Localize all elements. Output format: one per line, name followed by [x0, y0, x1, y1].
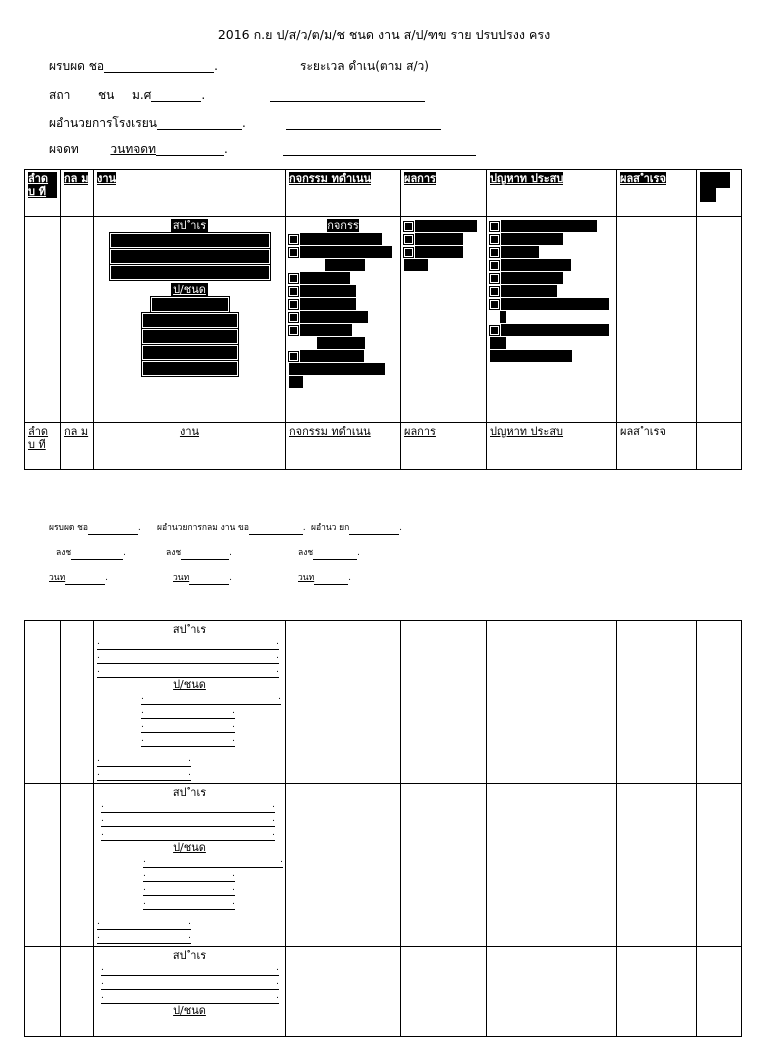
- footer-task: งาน: [94, 423, 286, 470]
- sign-line-3: ลงช .: [298, 548, 360, 558]
- responsible-label: ผรบผด ชอ .: [49, 59, 218, 73]
- task-block: สป ำเร . . . . . . ป/ชนด . . . . . . . . . . . .: [94, 784, 286, 947]
- col-header-result: ผลการ: [401, 170, 487, 217]
- activity-cell: กจกรร: [286, 217, 401, 423]
- date-line-3: วนท .: [298, 573, 351, 583]
- report-table: [24, 169, 742, 470]
- date-line-1: วนท .: [49, 573, 108, 583]
- director-blank: [286, 116, 441, 130]
- footer-activity: กจกรรม ทดำเนน: [286, 423, 401, 470]
- task-block: สป ำเร . . . . . . ป/ชนด . . . . . . . . . . . .: [94, 621, 286, 784]
- col-header-group: กล ม: [61, 170, 94, 217]
- table-header-row: [25, 170, 742, 217]
- table-footer-row: [25, 423, 742, 470]
- problem-cell: [487, 217, 617, 423]
- task-cell: สป ำเร ป/ชนด: [94, 217, 286, 423]
- table2-row: [25, 947, 742, 1037]
- table-body-row: [25, 217, 742, 423]
- col-header-task: งาน: [94, 170, 286, 217]
- col-header-problem: ปญหาท ประสบ: [487, 170, 617, 217]
- col-header-success: ผลส ำเรจ: [617, 170, 697, 217]
- footer-problem: ปญหาท ประสบ: [487, 423, 617, 470]
- signature-responsible: ผรบผด ชอ .: [49, 523, 141, 533]
- footer-group: กล ม: [61, 423, 94, 470]
- sign-line-1: ลงช .: [56, 548, 126, 558]
- result-cell: [401, 217, 487, 423]
- sign-line-2: ลงช .: [166, 548, 232, 558]
- col-header-activity: กจกรรม ทดำเนน: [286, 170, 401, 217]
- director-label: ผอำนวยการโรงเรยน .: [49, 116, 246, 130]
- author-label: ผจดท วนทจดท .: [49, 142, 228, 156]
- col-header-mark: [697, 170, 742, 217]
- footer-success: ผลส ำเรจ: [617, 423, 697, 470]
- school-blank: [270, 88, 425, 102]
- corner-mark-icon: [700, 172, 730, 202]
- author-blank: [283, 142, 476, 156]
- col-header-order: ลำด บ ที: [25, 170, 61, 217]
- task-block: สป ำเร . . . . . . ป/ชนด: [94, 947, 286, 1037]
- footer-order: ลำด บ ที: [25, 423, 61, 470]
- document-title: 2016 ก.ย ป/ส/ว/ต/ม/ช ชนด งาน ส/ป/ฑข ราย ปรบปรงง ครง: [217, 27, 551, 42]
- signature-group-director: ผอำนวยการกลม งาน ขอ .: [157, 523, 306, 533]
- duration-label: ระยะเวล ดำเน(ตาม ส/ว): [300, 59, 429, 73]
- table2-row: [25, 621, 742, 784]
- footer-result: ผลการ: [401, 423, 487, 470]
- school-label: สถา ชน ม.ศ .: [49, 88, 206, 102]
- report-table-2: [24, 620, 742, 1037]
- date-line-2: วนท .: [173, 573, 232, 583]
- table2-row: [25, 784, 742, 947]
- signature-director: ผอำนว ยก .: [311, 523, 402, 533]
